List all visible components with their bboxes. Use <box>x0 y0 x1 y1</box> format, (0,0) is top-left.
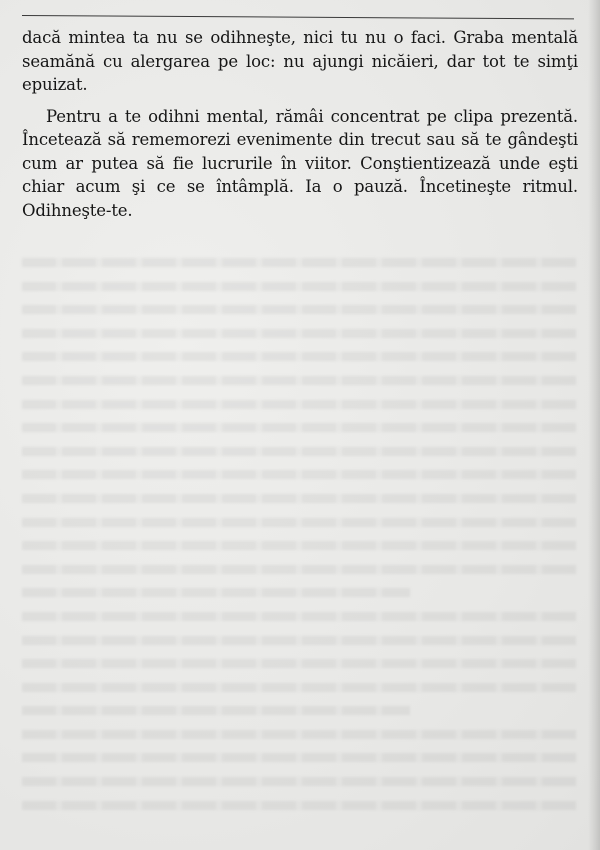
ghost-line <box>22 282 576 291</box>
ghost-line <box>22 801 576 810</box>
ghost-line <box>22 423 576 432</box>
ghost-line <box>22 683 576 692</box>
ghost-line <box>22 258 576 267</box>
ghost-line <box>22 730 576 739</box>
ghost-line <box>22 636 576 645</box>
ghost-line <box>22 470 576 479</box>
ghost-line <box>22 305 576 314</box>
ghost-line <box>22 777 576 786</box>
paragraph-mental-rest: Pentru a te odihni mental, rămâi concentrat pe clipa prezentă. Încetează să rememorezi evenimente din trecut sau să te gândeşti cum ar putea să fie lucrurile în viitor. Conştientizează unde eşti chiar acum şi ce se întâmplă. Ia o pauză. Încetineşte ritmul. Odihneşte-te. <box>22 106 578 220</box>
paragraph-continued: dacă mintea ta nu se odihneşte, nici tu nu o faci. Graba mentală seamănă cu alergarea pe loc: nu ajungi nicăieri, dar tot te simţi epuizat. <box>22 28 578 94</box>
ghost-line <box>22 400 576 409</box>
header-rule <box>22 15 574 19</box>
page-binding-shadow <box>588 0 600 850</box>
ghost-line <box>22 588 410 597</box>
body-text <box>22 26 578 222</box>
ghost-line <box>22 541 576 550</box>
ghost-line <box>22 706 410 715</box>
ghost-line <box>22 612 576 621</box>
ghost-line <box>22 753 576 762</box>
reverse-page-show-through <box>22 258 576 824</box>
ghost-line <box>22 376 576 385</box>
ghost-line <box>22 352 576 361</box>
ghost-line <box>22 494 576 503</box>
ghost-line <box>22 659 576 668</box>
ghost-line <box>22 329 576 338</box>
ghost-line <box>22 447 576 456</box>
ghost-line <box>22 518 576 527</box>
ghost-line <box>22 565 576 574</box>
